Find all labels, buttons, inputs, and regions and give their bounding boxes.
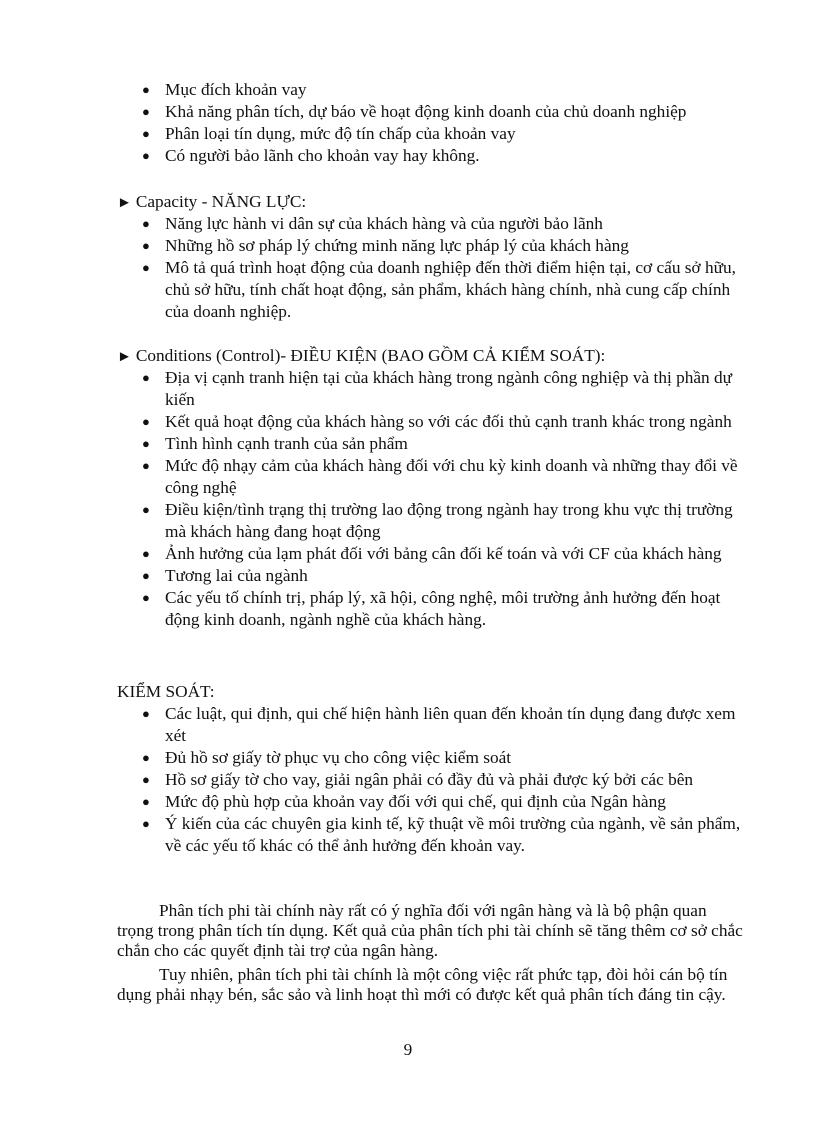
list-item: ● Có người bảo lãnh cho khoản vay hay không. xyxy=(142,146,480,165)
list-item: ● Mức độ phù hợp của khoản vay đối với qui chế, qui định của Ngân hàng xyxy=(142,792,666,811)
control-list xyxy=(117,703,757,857)
purpose-section xyxy=(117,79,757,167)
control-heading: KIỂM SOÁT: xyxy=(117,682,215,701)
list-item: ● Năng lực hành vi dân sự của khách hàng và của người bảo lãnh xyxy=(142,214,603,233)
capacity-list xyxy=(117,213,757,323)
arrow-right-icon: ► xyxy=(117,195,132,211)
bullet-icon: ● xyxy=(142,238,150,253)
bullet-icon: ● xyxy=(142,772,150,787)
list-item: ● Ảnh hưởng của lạm phát đối với bảng cân đối kế toán và với CF của khách hàng xyxy=(142,544,722,563)
list-item: ● Ý kiến của các chuyên gia kinh tế, kỹ thuật về môi trường của ngành, về sản phẩm, về các yếu tố khác có thể ảnh hưởng đến khoản vay. xyxy=(142,814,741,855)
list-item: ● Điều kiện/tình trạng thị trường lao động trong ngành hay trong khu vực thị trường mà khách hàng đang hoạt động xyxy=(142,500,733,541)
list-item: ● Hồ sơ giấy tờ cho vay, giải ngân phải có đầy đủ và phải được ký bởi các bên xyxy=(142,770,694,789)
bullet-icon: ● xyxy=(142,750,150,765)
bullet-icon: ● xyxy=(142,436,150,451)
list-item: ● Các yếu tố chính trị, pháp lý, xã hội, công nghệ, môi trường ảnh hưởng đến hoạt động kinh doanh, ngành nghề của khách hàng. xyxy=(142,588,721,629)
list-item: ● Mô tả quá trình hoạt động của doanh nghiệp đến thời điểm hiện tại, cơ cấu sở hữu, chủ sở hữu, tính chất hoạt động, sản phẩm, khách hàng chính, nhà cung cấp chính của doanh nghiệp. xyxy=(142,258,736,321)
list-item: ● Mục đích khoản vay xyxy=(142,80,307,99)
bullet-icon: ● xyxy=(142,126,150,141)
conditions-list xyxy=(117,367,757,631)
page-number: 9 xyxy=(403,1040,413,1059)
bullet-icon: ● xyxy=(142,816,150,831)
list-item: ● Tình hình cạnh tranh của sản phẩm xyxy=(142,434,408,453)
conditions-section xyxy=(117,345,757,631)
list-item: ● Các luật, qui định, qui chế hiện hành liên quan đến khoản tín dụng đang được xem xét xyxy=(142,704,736,745)
list-item: ● Mức độ nhạy cảm của khách hàng đối với chu kỳ kinh doanh và những thay đổi về công nghệ xyxy=(142,456,738,497)
bullet-icon: ● xyxy=(142,568,150,583)
bullet-icon: ● xyxy=(142,260,150,275)
list-item: ● Địa vị cạnh tranh hiện tại của khách hàng trong ngành công nghiệp và thị phần dự kiến xyxy=(142,368,732,409)
bullet-icon: ● xyxy=(142,414,150,429)
bullet-icon: ● xyxy=(142,706,150,721)
arrow-right-icon: ► xyxy=(117,349,132,365)
bullet-icon: ● xyxy=(142,104,150,119)
bullet-icon: ● xyxy=(142,148,150,163)
control-section xyxy=(117,681,757,857)
bullet-icon: ● xyxy=(142,546,150,561)
bullet-icon: ● xyxy=(142,794,150,809)
bullet-icon: ● xyxy=(142,370,150,385)
list-item: ● Phân loại tín dụng, mức độ tín chấp của khoản vay xyxy=(142,124,516,143)
paragraph: Phân tích phi tài chính này rất có ý nghĩa đối với ngân hàng và là bộ phận quan trọng trong phân tích tín dụng. Kết quả của phân tích phi tài chính sẽ tăng thêm cơ sở chắc chắn cho các quyết định tài trợ của ngân hàng. xyxy=(117,901,743,960)
conditions-heading: ► Conditions (Control)- ĐIỀU KIỆN (BAO GỒM CẢ KIỂM SOÁT): xyxy=(117,346,606,365)
paragraph: Tuy nhiên, phân tích phi tài chính là một công việc rất phức tạp, đòi hỏi cán bộ tín dụng phải nhạy bén, sắc sảo và linh hoạt thì mới có được kết quả phân tích đáng tin cậy. xyxy=(117,965,728,1004)
list-item: ● Tương lai của ngành xyxy=(142,566,308,585)
bullet-icon: ● xyxy=(142,216,150,231)
bullet-icon: ● xyxy=(142,590,150,605)
bullet-icon: ● xyxy=(142,458,150,473)
list-item: ● Kết quả hoạt động của khách hàng so với các đối thủ cạnh tranh khác trong ngành xyxy=(142,412,732,431)
purpose-list xyxy=(117,79,757,167)
bullet-icon: ● xyxy=(142,82,150,97)
list-item: ● Đủ hồ sơ giấy tờ phục vụ cho công việc kiểm soát xyxy=(142,748,512,767)
capacity-heading: ► Capacity - NĂNG LỰC: xyxy=(117,192,307,211)
list-item: ● Những hồ sơ pháp lý chứng minh năng lực pháp lý của khách hàng xyxy=(142,236,629,255)
list-item: ● Khả năng phân tích, dự báo về hoạt động kinh doanh của chủ doanh nghiệp xyxy=(142,102,687,121)
bullet-icon: ● xyxy=(142,502,150,517)
capacity-section xyxy=(117,191,757,323)
